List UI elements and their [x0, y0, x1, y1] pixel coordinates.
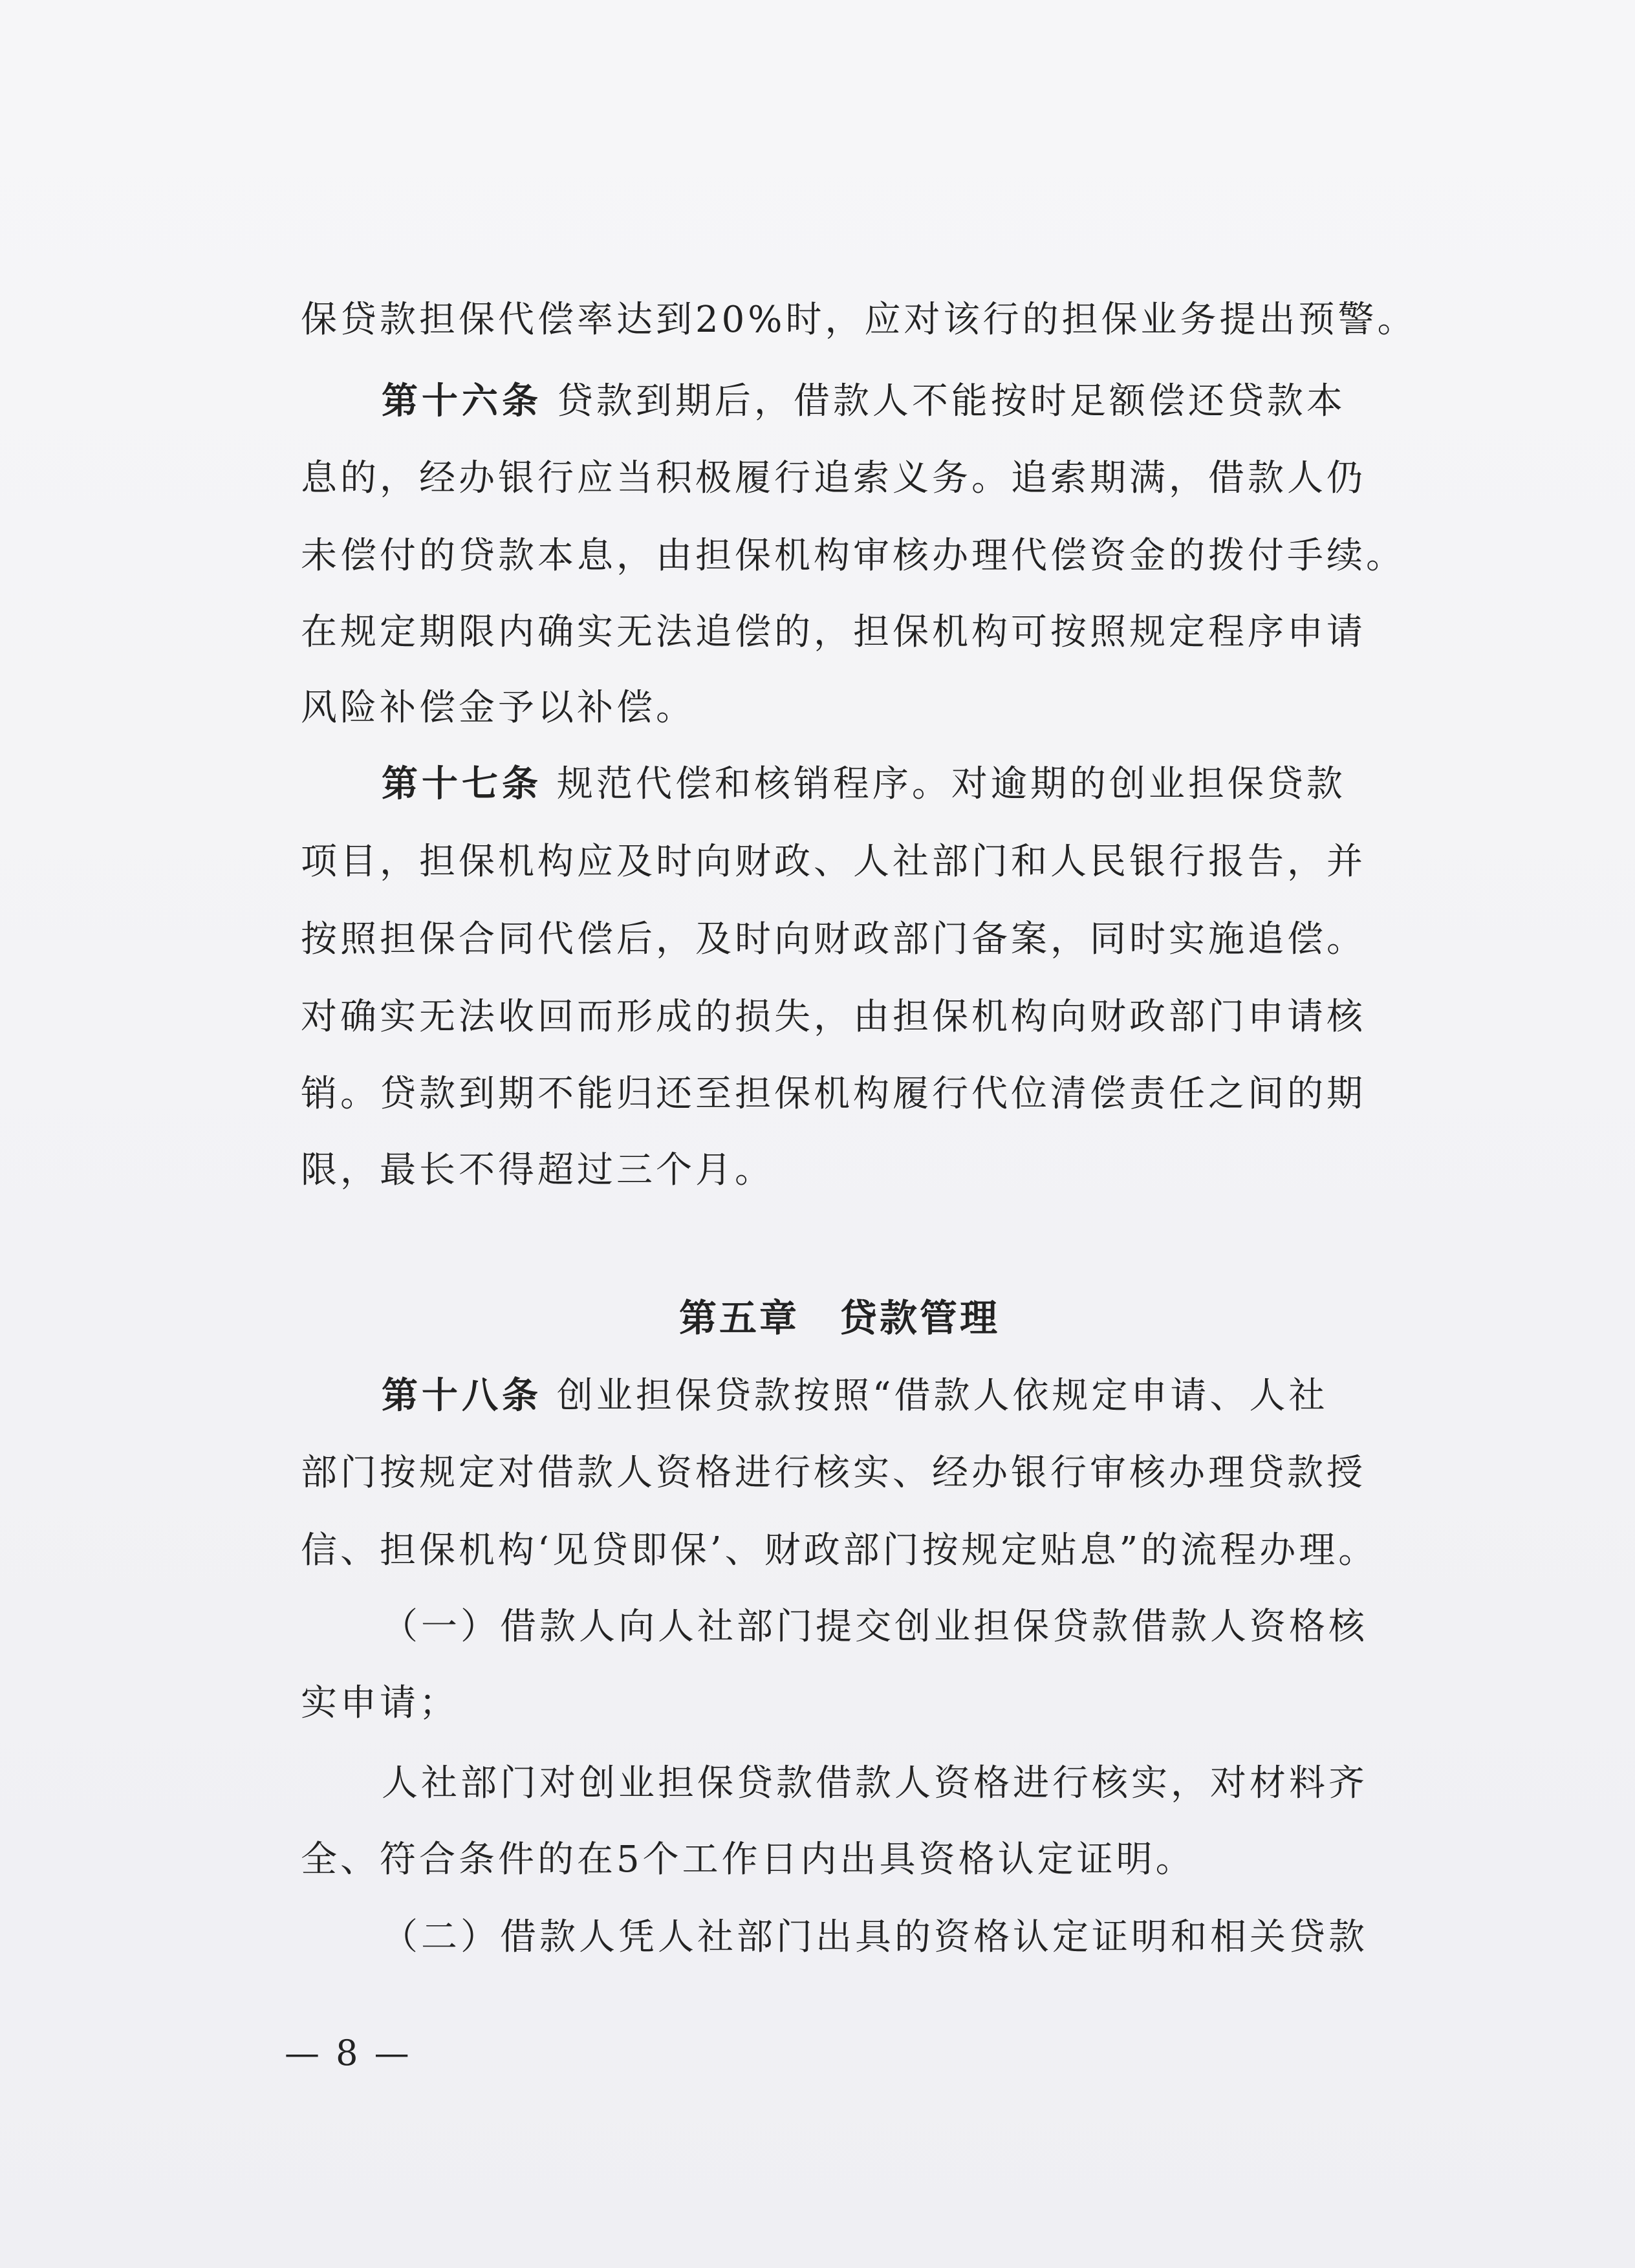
text-line-4: 未偿付的贷款本息，由担保机构审核办理代偿资金的拨付手续。	[301, 535, 1405, 577]
text-line-8: 项目，担保机构应及时向财政、人社部门和人民银行报告，并	[301, 841, 1366, 883]
article-17-number: 第十七条	[382, 762, 542, 805]
article-17-first-line	[382, 758, 1403, 810]
text-line-17: 实申请；	[301, 1682, 459, 1724]
chapter-heading: 第五章 贷款管理	[679, 1296, 1001, 1340]
text-line-9: 按照担保合同代偿后，及时向财政部门备案，同时实施追偿。	[301, 918, 1366, 960]
text-line-5: 在规定期限内确实无法追偿的，担保机构可按照规定程序申请	[301, 611, 1366, 653]
text-line-14: 部门按规定对借款人资格进行核实、经办银行审核办理贷款授	[301, 1452, 1366, 1494]
article-16-first-line	[382, 375, 1403, 427]
text-line-12: 限，最长不得超过三个月。	[301, 1149, 774, 1191]
text-line-11: 销。贷款到期不能归还至担保机构履行代位清偿责任之间的期	[301, 1073, 1366, 1115]
text-line-20: （二）借款人凭人社部门出具的资格认定证明和相关贷款	[382, 1916, 1368, 1958]
page-number: — 8 —	[285, 2033, 412, 2073]
text-line-16: （一）借款人向人社部门提交创业担保贷款借款人资格核	[382, 1606, 1368, 1648]
article-18-number: 第十八条	[382, 1374, 542, 1417]
text-line-18: 人社部门对创业担保贷款借款人资格进行核实，对材料齐	[382, 1762, 1368, 1804]
text-line-19: 全、符合条件的在5个工作日内出具资格认定证明。	[301, 1839, 1195, 1881]
article-18-first-line	[382, 1370, 1403, 1422]
text-line-3: 息的，经办银行应当积极履行追索义务。追索期满，借款人仍	[301, 457, 1366, 499]
text-line-10: 对确实无法收回而形成的损失，由担保机构向财政部门申请核	[301, 996, 1366, 1038]
text-line-1: 保贷款担保代偿率达到20%时，应对该行的担保业务提出预警。	[301, 299, 1417, 341]
article-18-text: 创业担保贷款按照“借款人依规定申请、人社	[556, 1375, 1328, 1417]
article-16-number: 第十六条	[382, 380, 542, 422]
text-line-15: 信、担保机构‘见贷即保’、财政部门按规定贴息”的流程办理。	[301, 1529, 1378, 1571]
article-16-text: 贷款到期后，借款人不能按时足额偿还贷款本	[556, 380, 1346, 422]
text-line-6: 风险补偿金予以补偿。	[301, 687, 695, 729]
article-17-text: 规范代偿和核销程序。对逾期的创业担保贷款	[556, 763, 1346, 805]
